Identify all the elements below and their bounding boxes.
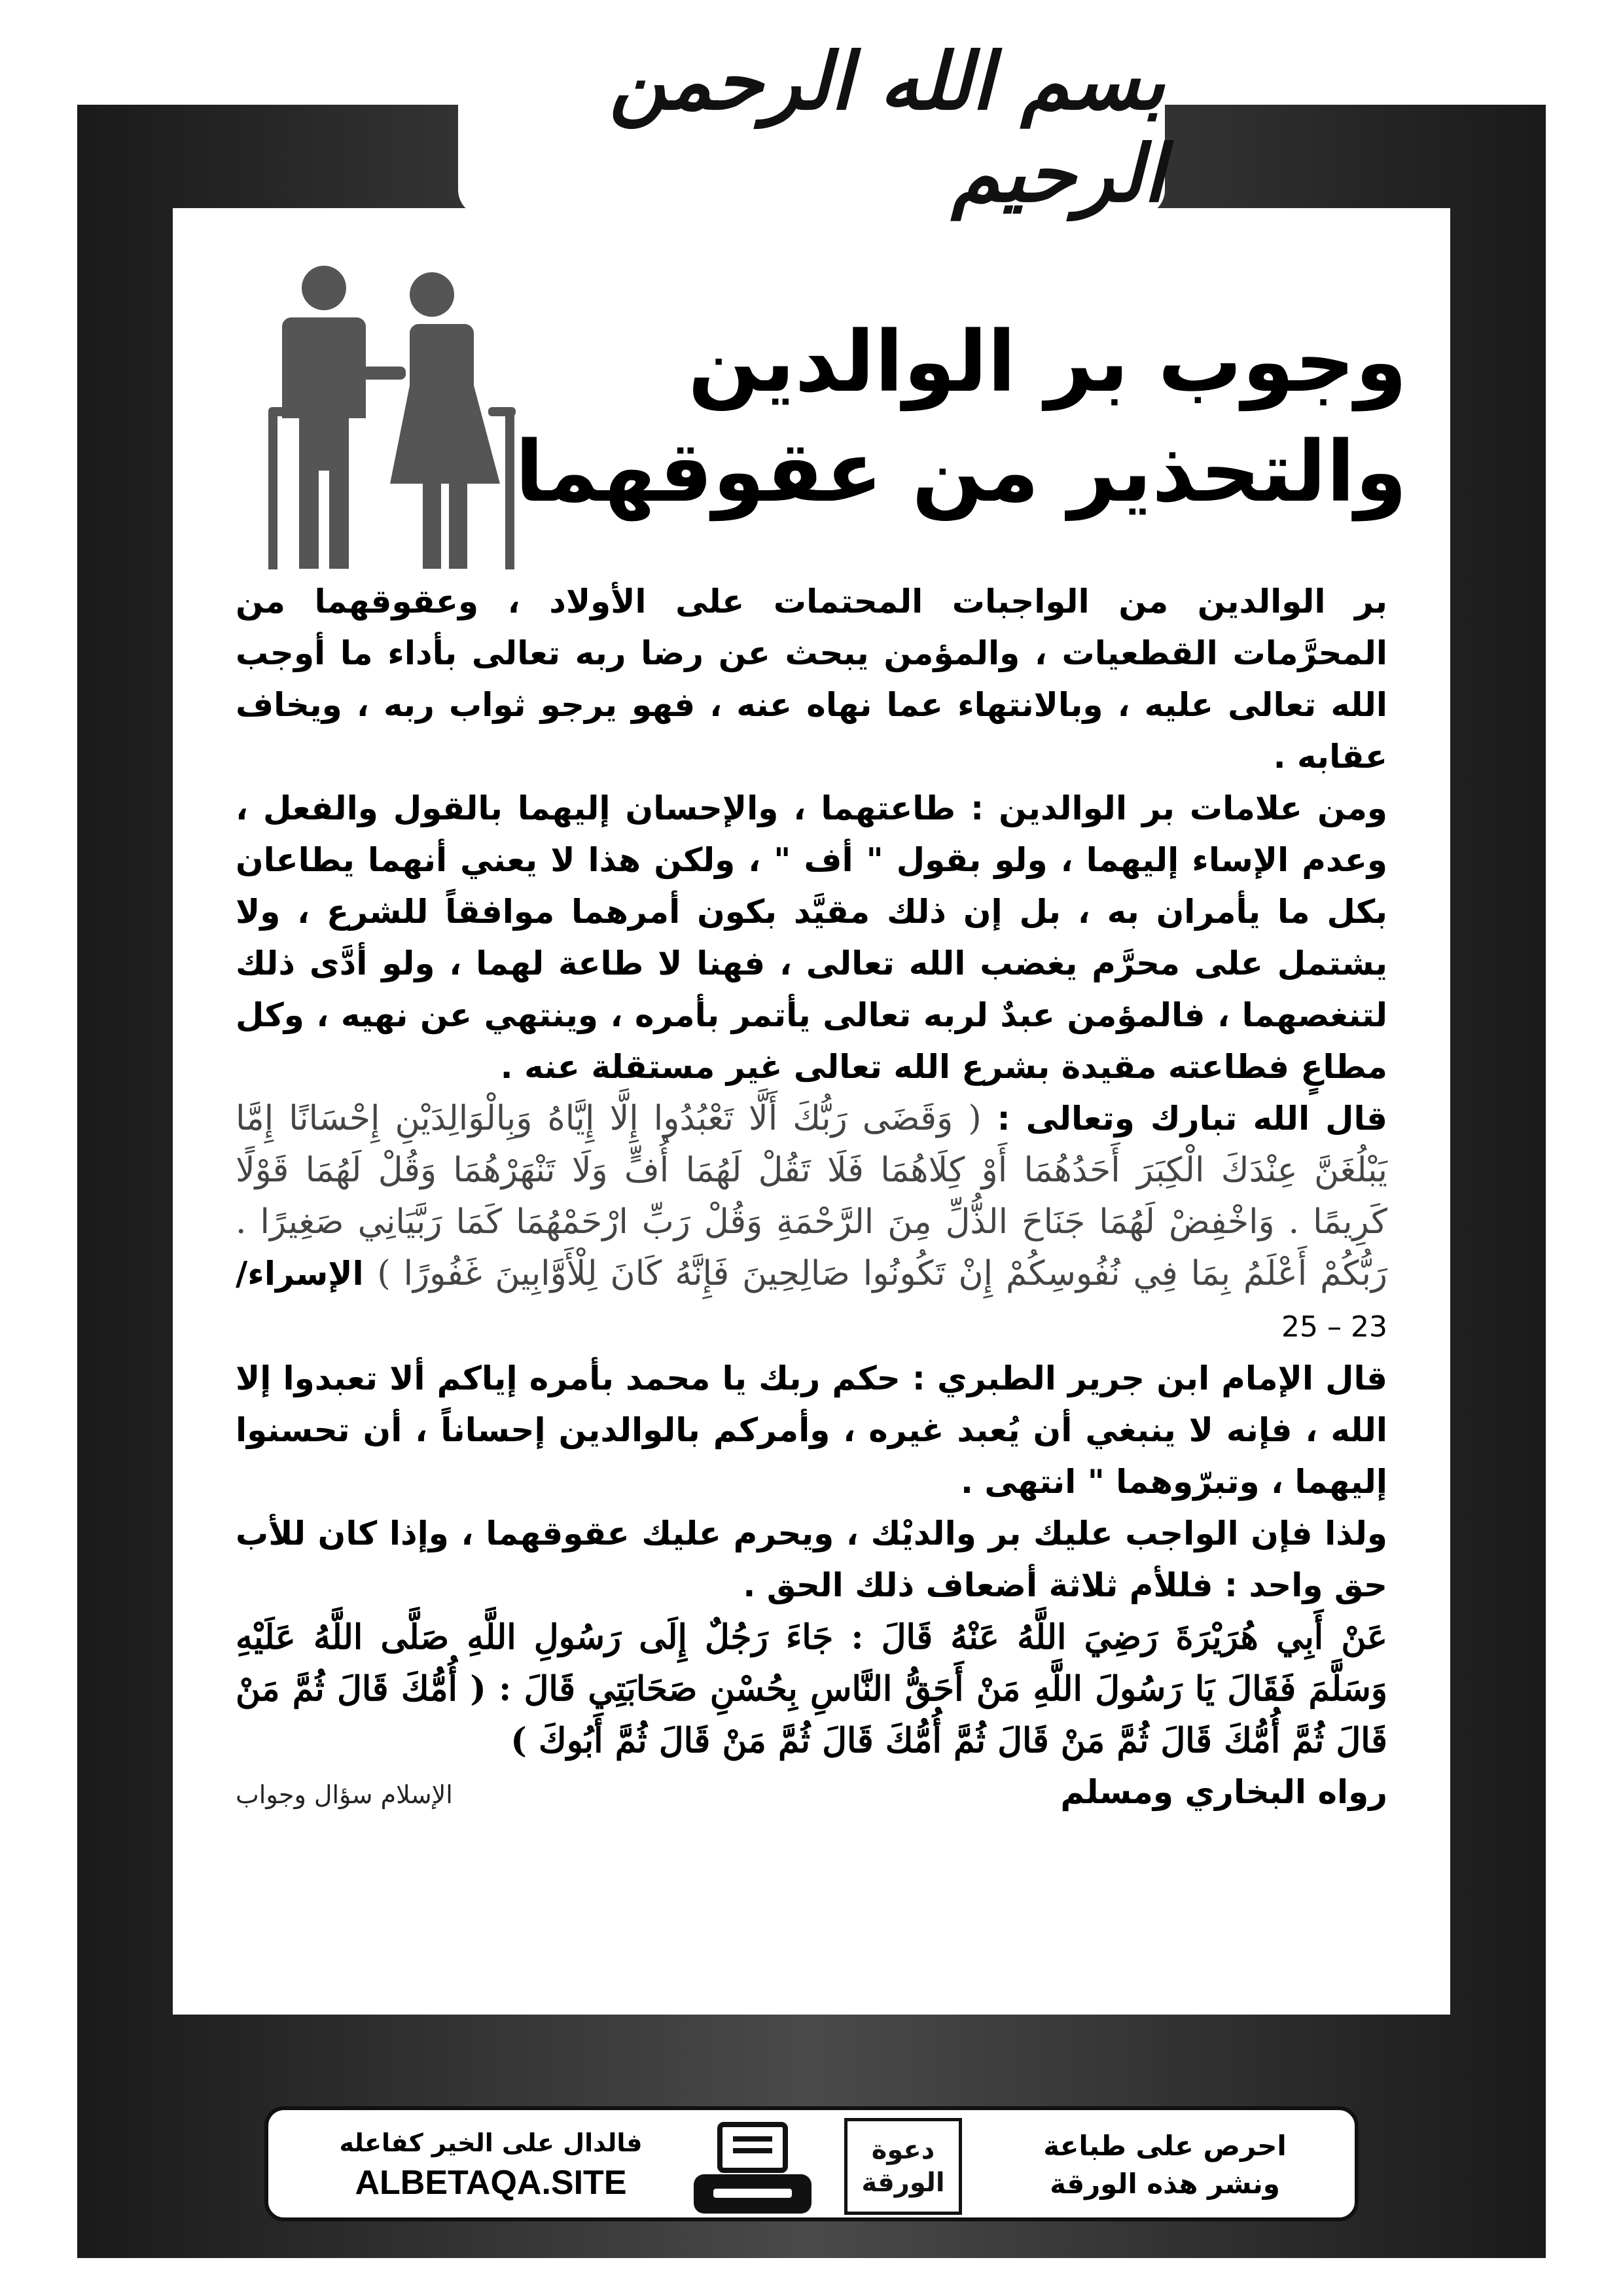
- signs-paragraph: ومن علامات بر الوالدين : طاعتهما ، والإحسان إليهما بالقول والفعل ، وعدم الإساء إليهما ، ولو بقول " أف " ، ولكن هذا لا يعني أنهما يطاعان بكل ما يأمران به ، بل إن ذلك مقيَّد بكون أمرهما موافقاً للشرع ، ولا يشتمل على محرَّم يغضب الله تعالى ، فهنا لا طاعة لهما ، ولو أدَّى ذلك لتنغصهما ، فالمؤمن عبدٌ لربه تعالى يأتمر بأمره ، وينتهي عن نهيه ، وكل مطاعٍ فطاعته مقيدة بشرع الله تعالى غير مستقلة عنه .: [236, 789, 1387, 1086]
- source-row: [236, 1767, 1387, 1821]
- intro-paragraph: بر الوالدين من الواجبات المحتمات على الأولاد ، وعقوقهما من المحرَّمات القطعيات ، والمؤمن يبحث عن رضا ربه تعالى بأداء ما أوجب الله تعالى عليه ، وبالانتهاء عما نهاه عنه ، فهو يرجو ثواب ربه ، ويخاف عقابه .: [236, 583, 1387, 776]
- printer-icon: [687, 2121, 818, 2219]
- footer-cta-line-2: ونشر هذه الورقة: [1050, 2168, 1280, 2200]
- elderly-couple-icon: [262, 262, 550, 569]
- logo-line-2: الورقة: [861, 2168, 945, 2198]
- quran-paragraph: [236, 1093, 1387, 1353]
- footer-site-url[interactable]: ALBETAQA.SITE: [355, 2164, 627, 2202]
- logo-line-1: دعوة: [871, 2135, 935, 2165]
- quran-reference-number: 23 – 25: [1281, 1310, 1387, 1344]
- title-line-1: وجوب بر الوالدين: [688, 314, 1407, 411]
- title-line-2: والتحذير من عقوقهما: [514, 423, 1407, 521]
- tabari-paragraph: قال الإمام ابن جرير الطبري : حكم ربك يا محمد بأمره إياكم ألا تعبدوا إلا الله ، فإنه لا ينبغي أن يُعبد غيره ، وأمركم بالوالدين إحساناً ، أن تحسنوا إليهما ، وتبرّوهما " انتهى .: [236, 1359, 1387, 1501]
- footer-site-block: [308, 2125, 674, 2204]
- footer-call-to-action: [1001, 2127, 1329, 2203]
- quran-reference: الإسراء/: [236, 1255, 364, 1293]
- dawa-logo: [844, 2118, 962, 2215]
- footer-banner: [264, 2106, 1359, 2221]
- footer-cta-line-1: احرص على طباعة: [1043, 2130, 1287, 2162]
- site-note: الإسلام سؤال وجواب: [236, 1780, 453, 1809]
- quran-intro: قال الله تبارك وتعالى :: [997, 1100, 1387, 1138]
- conclusion-paragraph: ولذا فإن الواجب عليك بر والديْك ، ويحرم عليك عقوقهما ، وإذا كان للأب حق واحد : فللأم ثلاثة أضعاف ذلك الحق .: [236, 1515, 1387, 1604]
- footer-saying: فالدال على الخير كفاعله: [339, 2128, 643, 2157]
- page-title: [514, 308, 1407, 528]
- basmala-text: بسم الله الرحمن الرحيم: [609, 35, 1165, 220]
- hadith-paragraph: عَنْ أَبِي هُرَيْرَةَ رَضِيَ اللَّهُ عَنْهُ قَالَ : جَاءَ رَجُلٌ إِلَى رَسُولِ اللَّهِ صَلَّى اللَّهُ عَلَيْهِ وَسَلَّمَ فَقَالَ يَا رَسُولَ اللَّهِ مَنْ أَحَقُّ النَّاسِ بِحُسْنِ صَحَابَتِي قَالَ : ( أُمُّكَ قَالَ ثُمَّ مَنْ قَالَ ثُمَّ أُمُّكَ قَالَ ثُمَّ مَنْ قَالَ ثُمَّ أُمُّكَ قَالَ ثُمَّ مَنْ قَالَ ثُمَّ أَبُوكَ ): [236, 1617, 1387, 1761]
- quran-verse: ( وَقَضَى رَبُّكَ أَلَّا تَعْبُدُوا إِلَّا إِيَّاهُ وَبِالْوَالِدَيْنِ إِحْسَانًا إِمَّا يَبْلُغَنَّ عِنْدَكَ الْكِبَرَ أَحَدُهُمَا أَوْ كِلَاهُمَا فَلَا تَقُلْ لَهُمَا أُفٍّ وَلَا تَنْهَرْهُمَا وَقُلْ لَهُمَا قَوْلًا كَرِيمًا . وَاخْفِضْ لَهُمَا جَنَاحَ الذُّلِّ مِنَ الرَّحْمَةِ وَقُلْ رَبِّ ارْحَمْهُمَا كَمَا رَبَّيَانِي صَغِيرًا . رَبُّكُمْ أَعْلَمُ بِمَا فِي نُفُوسِكُمْ إِنْ تَكُونُوا صَالِحِينَ فَإِنَّهُ كَانَ لِلْأَوَّابِينَ غَفُورًا ): [236, 1099, 1387, 1293]
- basmala-header: [458, 35, 1165, 220]
- article-body: [236, 576, 1387, 1821]
- hadith-source: رواه البخاري ومسلم: [1060, 1773, 1387, 1811]
